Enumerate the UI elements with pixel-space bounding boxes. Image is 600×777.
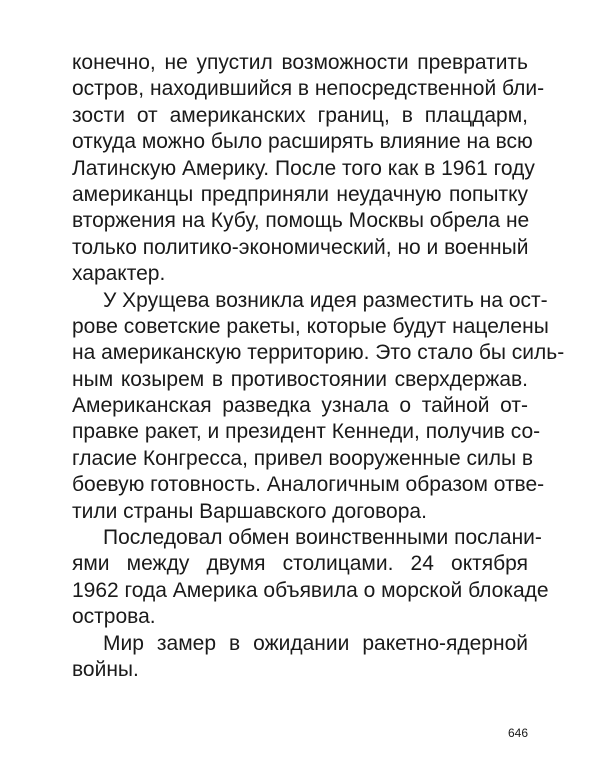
text-line: вторжения на Кубу, помощь Москвы обрела не (72, 209, 530, 233)
text-line: Мир замер в ожидании ракетно-ядерной (103, 631, 528, 655)
text-line: гласие Конгресса, привел вооруженные силы в (72, 446, 534, 470)
text-line: 1962 года Америка объявила о морской блокаде (72, 578, 549, 602)
paragraph-2 (72, 288, 565, 526)
text-line: американцы предприняли неудачную попытку (72, 182, 528, 206)
text-line: У Хрущева возникла идея разместить на ост- (103, 288, 548, 312)
paragraph-3 (72, 525, 549, 631)
text-line: ным козырем в противостоянии сверхдержав. (72, 367, 528, 391)
text-line: Американская разведка узнала о тайной от- (72, 394, 528, 418)
body-text (72, 50, 565, 683)
page-number: 646 (507, 726, 528, 740)
text-line: рове советские ракеты, которые будут нацелены (72, 314, 549, 338)
text-line: тили страны Варшавского договора. (72, 499, 427, 523)
text-line: характер. (72, 262, 166, 286)
text-line: боевую готовность. Аналогичным образом отве- (72, 473, 545, 497)
paragraph-1 (72, 50, 545, 288)
text-line: зости от американских границ, в плацдарм, (72, 103, 528, 127)
paragraph-4 (72, 631, 528, 684)
text-line: острова. (72, 605, 156, 629)
text-line: только политико-экономический, но и военный (72, 235, 529, 259)
text-line: Латинскую Америку. После того как в 1961 году (72, 156, 535, 180)
text-line: остров, находившийся в непосредственной бли- (72, 77, 545, 101)
text-line: откуда можно было расширять влияние на всю (72, 130, 533, 154)
text-line: на американскую территорию. Это стало бы силь- (72, 341, 565, 365)
text-line: ями между двумя столицами. 24 октября (72, 552, 528, 576)
text-line: правке ракет, и президент Кеннеди, получив со- (72, 420, 541, 444)
text-line: войны. (72, 657, 139, 681)
text-line: Последовал обмен воинственными послани- (103, 526, 542, 550)
text-line: конечно, не упустил возможности превратить (72, 51, 528, 74)
